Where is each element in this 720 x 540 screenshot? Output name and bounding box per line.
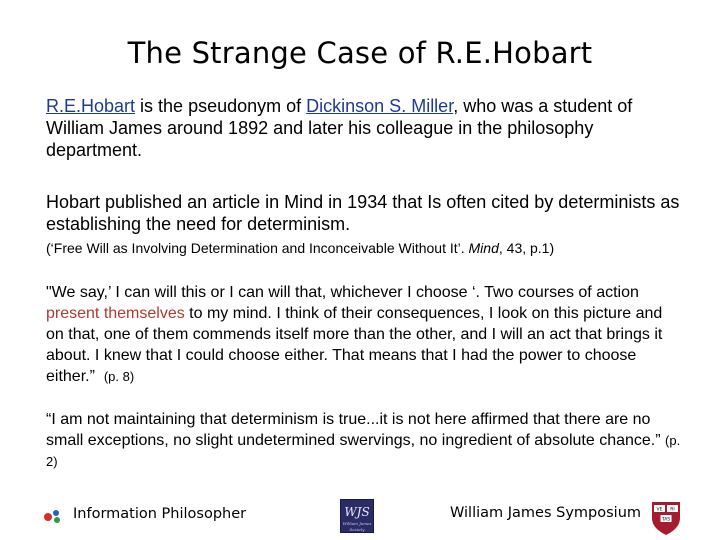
footer-william-james-symposium: William James Symposium <box>450 505 642 521</box>
quote-determinism-page-ref: (p. 2) <box>46 433 681 469</box>
quote-determinism <box>46 409 686 472</box>
william-james-society-badge <box>340 499 374 533</box>
quote-choice-text-a: "We say,’ I can will this or I can will that, whichever I choose ‘. Two courses of action <box>46 284 639 301</box>
quote-choice-highlight: present themselves <box>46 305 185 322</box>
mind-article-paragraph: Hobart published an article in Mind in 1934 that Is often cited by determinists as establishing the need for determinism. <box>46 192 680 234</box>
shield-text-1: VE <box>656 507 663 513</box>
quote-choice-text-b: to my mind. I think of their consequences, I look on this picture and on that, one of them commends itself more than the other, and I will an act that brings it about. I knew that I could choose either. That means that I had the power to choose either.” <box>46 305 663 385</box>
shield-text-2: RI <box>670 507 675 513</box>
shield-text-3: TAS <box>661 517 671 523</box>
intro-text-2: , who was a student of William James around 1892 and later his colleague in the philosophy department. <box>46 96 633 160</box>
badge-monogram: WJS <box>344 505 370 519</box>
quote-choice <box>46 282 676 387</box>
quote-determinism-text: “I am not maintaining that determinism is true...it is not here affirmed that there are no small exceptions, no slight undetermined swervings, no ingredient of absolute chance.” <box>46 411 661 449</box>
quote-choice-page-ref: (p. 8) <box>103 369 135 384</box>
footer-information-philosopher: Information Philosopher <box>73 506 247 522</box>
intro-paragraph <box>46 95 686 161</box>
hobart-link[interactable]: R.E.Hobart <box>46 96 136 116</box>
slide-title: The Strange Case of R.E.Hobart <box>127 36 593 70</box>
miller-link[interactable]: Dickinson S. Miller <box>306 96 454 116</box>
article-citation <box>46 239 686 257</box>
citation-journal: Mind <box>468 240 499 256</box>
badge-subtitle: William James Society <box>342 521 372 532</box>
intro-text-1: is the pseudonym of <box>135 96 307 116</box>
information-philosopher-logo-icon <box>42 508 66 524</box>
citation-details: , 43, p.1) <box>498 240 555 256</box>
citation-title: (‘Free Will as Involving Determination and Inconceivable Without It’. <box>46 240 469 256</box>
harvard-shield-icon <box>650 500 682 536</box>
